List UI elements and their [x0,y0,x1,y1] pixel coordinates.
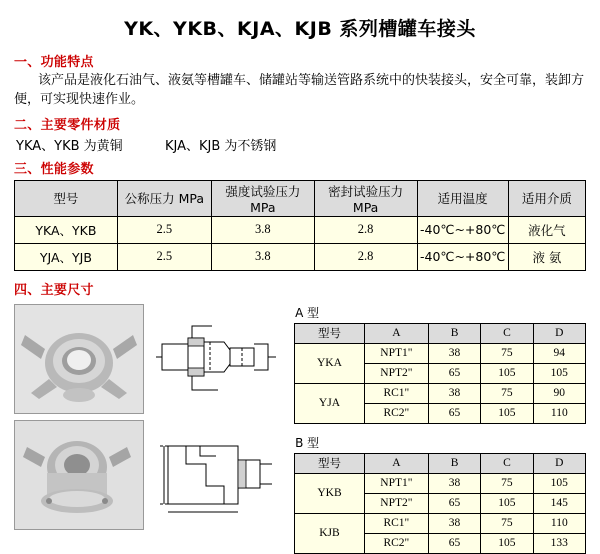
perf-col-2: 强度试验压力 MPa [211,180,314,216]
dim-b-g1-r0-c3: 110 [533,513,585,533]
dim-b-g0-r0-c2: 75 [481,473,533,493]
dim-b-g0-r1-c1: 65 [428,493,480,513]
photo-a-graphic [15,305,143,413]
materials-left: YKA、YKB 为黄铜 [16,138,123,154]
dim-a-g0-r0-c1: 38 [428,343,480,363]
product-photo-type-a [14,304,144,414]
image-column [14,304,288,554]
dimension-table-b-label: B 型 [295,435,320,450]
dim-b-g1-r1-c0: RC2" [364,533,428,553]
section-heading-materials: 二、主要零件材质 [14,117,121,133]
section-heading-features: 一、功能特点 [14,55,94,70]
perf-col-1: 公称压力 MPa [117,180,211,216]
dim-b-g1-r0-c1: 38 [428,513,480,533]
perf-r0-c5: 液化气 [508,216,585,243]
table-row [295,383,586,403]
perf-col-5: 适用介质 [508,180,585,216]
dimension-table-b [294,453,586,554]
dim-b-g0-r1-c2: 105 [481,493,533,513]
dim-a-g1-r1-c1: 65 [428,403,480,423]
dim-b-col-2: B [428,453,480,473]
dimension-table-a-label: A 型 [295,305,320,320]
photo-b-graphic [15,421,143,529]
dim-b-g1-r0-c2: 75 [481,513,533,533]
dim-a-g1-model: YJA [295,383,365,423]
technical-drawing-type-a [148,304,284,412]
dim-a-g1-r0-c0: RC1" [364,383,428,403]
dim-a-g0-r1-c2: 105 [481,363,533,383]
dimension-table-b-wrap [294,434,586,554]
perf-col-3: 密封试验压力 MPa [314,180,417,216]
perf-r1-c5: 液 氨 [508,243,585,270]
performance-table [14,180,586,271]
dim-a-g0-r0-c3: 94 [533,343,585,363]
perf-r1-c3: 2.8 [314,243,417,270]
dim-a-col-0: 型号 [295,323,365,343]
dim-a-g0-r0-c2: 75 [481,343,533,363]
perf-col-4: 适用温度 [417,180,508,216]
dim-a-col-4: D [533,323,585,343]
dim-a-col-3: C [481,323,533,343]
dim-a-g1-r0-c1: 38 [428,383,480,403]
dim-b-g1-r1-c3: 133 [533,533,585,553]
dim-a-col-2: B [428,323,480,343]
dimension-table-a [294,323,586,424]
perf-col-0: 型号 [15,180,118,216]
dim-b-g1-r1-c1: 65 [428,533,480,553]
perf-r1-c0: YJA、YJB [15,243,118,270]
dimension-table-a-wrap [294,304,586,424]
perf-r1-c1: 2.5 [117,243,211,270]
perf-r0-c0: YKA、YKB [15,216,118,243]
dim-a-g0-r1-c1: 65 [428,363,480,383]
image-row-b [14,420,288,530]
perf-r0-c2: 3.8 [211,216,314,243]
dim-b-g0-r0-c3: 105 [533,473,585,493]
dimensions-section [14,304,586,554]
materials-line [14,135,586,154]
perf-r1-c4: -40℃~+80℃ [417,243,508,270]
performance-header-row [15,180,586,216]
dimension-tables-column [294,304,586,554]
dim-a-g1-r1-c2: 105 [481,403,533,423]
technical-drawing-type-b [148,420,284,528]
image-row-a [14,304,288,414]
dim-b-col-4: D [533,453,585,473]
perf-r1-c2: 3.8 [211,243,314,270]
dim-a-g0-r0-c0: NPT1" [364,343,428,363]
dim-a-g0-model: YKA [295,343,365,383]
table-row [15,216,586,243]
dim-b-col-3: C [481,453,533,473]
page-title: YK、YKB、KJA、KJB 系列槽罐车接头 [124,18,476,40]
dim-b-g0-model: YKB [295,473,365,513]
drawing-b-graphic [148,420,284,528]
perf-r0-c1: 2.5 [117,216,211,243]
dim-a-g1-r0-c3: 90 [533,383,585,403]
section-heading-dimensions: 四、主要尺寸 [14,282,94,298]
dim-a-g1-r0-c2: 75 [481,383,533,403]
dim-a-header-row [295,323,586,343]
features-paragraph: 该产品是液化石油气、液氨等槽罐车、储罐站等输送管路系统中的快装接头，安全可靠，装卸方便，可实现快速作业。 [14,73,585,107]
perf-r0-c3: 2.8 [314,216,417,243]
dim-b-g0-r1-c3: 145 [533,493,585,513]
dim-b-g1-r0-c0: RC1" [364,513,428,533]
dim-b-header-row [295,453,586,473]
dim-b-col-0: 型号 [295,453,365,473]
table-row [295,343,586,363]
table-row [295,513,586,533]
dim-a-g0-r1-c3: 105 [533,363,585,383]
dim-a-g0-r1-c0: NPT2" [364,363,428,383]
materials-right: KJA、KJB 为不锈钢 [164,138,277,154]
perf-r0-c4: -40℃~+80℃ [417,216,508,243]
dim-b-g0-r1-c0: NPT2" [364,493,428,513]
dim-b-g0-r0-c0: NPT1" [364,473,428,493]
dim-a-g1-r1-c3: 110 [533,403,585,423]
product-photo-type-b [14,420,144,530]
dim-b-g1-r1-c2: 105 [481,533,533,553]
section-heading-performance: 三、性能参数 [14,161,94,177]
table-row [295,473,586,493]
dim-a-col-1: A [364,323,428,343]
table-row [15,243,586,270]
dim-b-col-1: A [364,453,428,473]
dim-b-g1-model: KJB [295,513,365,553]
drawing-a-graphic [148,304,284,412]
dim-b-g0-r0-c1: 38 [428,473,480,493]
dim-a-g1-r1-c0: RC2" [364,403,428,423]
